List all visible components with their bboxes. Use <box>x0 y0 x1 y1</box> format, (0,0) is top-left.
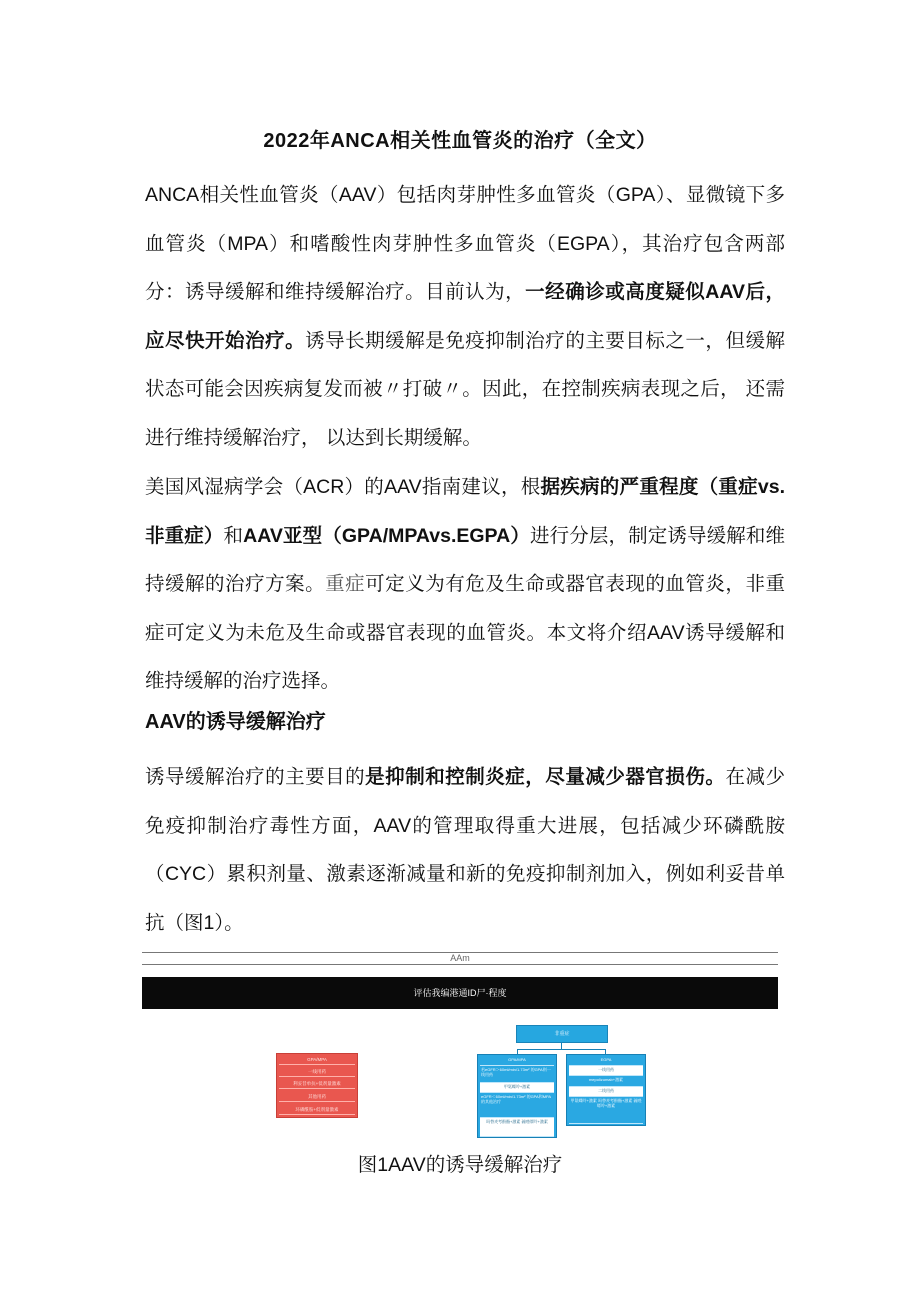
paragraph-acr-guideline <box>145 463 785 706</box>
bold-text-run: 一经确诊或高度疑似AAV后，应尽快开始治疗。 <box>145 281 785 352</box>
flowchart-cell: 利妥昔单抗+低剂量激素 <box>279 1079 355 1089</box>
paragraph-induction <box>145 753 785 947</box>
flowchart-cell: mepolizumab+激素 <box>569 1076 643 1087</box>
text-run: 诱导缓解治疗的主要目的 <box>145 766 366 788</box>
paragraph-intro <box>145 171 785 462</box>
flowchart-egpa-column <box>566 1054 646 1126</box>
section-heading: AAV的诱导缓解治疗 <box>145 711 326 733</box>
flowchart-cell: 若eGFR＞60ml/min/1.73m² 的GPA则一线用药 <box>480 1066 554 1083</box>
flowchart-cell: 一线用药 <box>279 1067 355 1077</box>
flowchart-non-severe-header: 非重症 <box>516 1025 608 1043</box>
figure-header-bar: 评估我编港通ID尸·程度 <box>142 977 778 1009</box>
text-run: 可定义为有危及生命或器官表现的血管炎，非重症可定义为未危及生命或器官表现的血管炎。本文将介绍AAV诱导缓解和维持缓解的治疗选择。 <box>145 573 785 692</box>
text-run: 进行分层，制定诱导缓解和维持缓解的治疗方案。 <box>145 524 785 595</box>
flowchart-cell: 甲氨蝶呤+激素 吗替麦考酚酯+激素 硫唑嘌呤+激素 <box>569 1097 643 1124</box>
flowchart-cell: EGPA <box>569 1056 643 1066</box>
flowchart-cell: GPA/MPA <box>279 1055 355 1065</box>
gray-text-run: 重症 <box>325 573 366 595</box>
flowchart-cell: 二线用药 <box>569 1087 643 1097</box>
text-run: 在减少免疫抑制治疗毒性方面，AAV的管理取得重大进展，包括减少环磷酰胺（CYC）累积剂量、激素逐渐减量和新的免疫抑制剂加入，例如利妥昔单抗（图1）。 <box>145 766 785 934</box>
text-run: ANCA相关性血管炎（AAV）包括肉芽肿性多血管炎（GPA）、显微镜下多血管炎（MPA）和嗜酸性肉芽肿性多血管炎（EGPA），其治疗包含两部分：诱导缓解和维持缓解治疗。目前认为， <box>145 184 785 303</box>
flowchart-severe-block <box>276 1053 358 1118</box>
flowchart-cell: 吗替麦考酚酯+激素 硫唑嘌呤+激素 <box>480 1118 554 1137</box>
bold-text-run: 是抑制和控制炎症，尽量减少器官损伤。 <box>365 766 726 788</box>
figure-top-label: AAm <box>450 953 470 963</box>
flowchart-gpa-mpa-column <box>477 1054 557 1138</box>
figure-caption: 图1AAV的诱导缓解治疗 <box>357 1154 563 1176</box>
flowchart-cell: 环磷酰胺+低剂量激素 <box>279 1105 355 1115</box>
flowchart-connector <box>517 1049 606 1050</box>
flowchart-cell: GPA/MPA <box>480 1056 554 1066</box>
flowchart-cell: 甲氨蝶呤+激素 <box>480 1083 554 1093</box>
flowchart-cell: 其他用药 <box>279 1092 355 1102</box>
text-run: 美国风湿病学会（ACR）的AAV指南建议，根 <box>145 476 541 498</box>
text-run: 和 <box>223 524 244 547</box>
text-run: 诱导长期缓解是免疫抑制治疗的主要目标之一，但缓解状态可能会因疾病复发而被〃打破〃。因此，在控制疾病表现之后， 还需进行维持缓解治疗， 以达到长期缓解。 <box>145 329 785 449</box>
flowchart-cell: eGFR＜60ml/min/1.73m² 的GPA和MPA的其他治疗 <box>480 1093 554 1118</box>
figure-second-rule <box>142 964 778 965</box>
bold-text-run: 据疾病的严重程度（重症vs.非重症） <box>145 476 786 547</box>
flowchart-cell: 一线用药 <box>569 1066 643 1076</box>
page-title: 2022年ANCA相关性血管炎的治疗（全文） <box>263 130 657 152</box>
bold-text-run: AAV亚型（GPA/MPAvs.EGPA） <box>243 524 530 547</box>
